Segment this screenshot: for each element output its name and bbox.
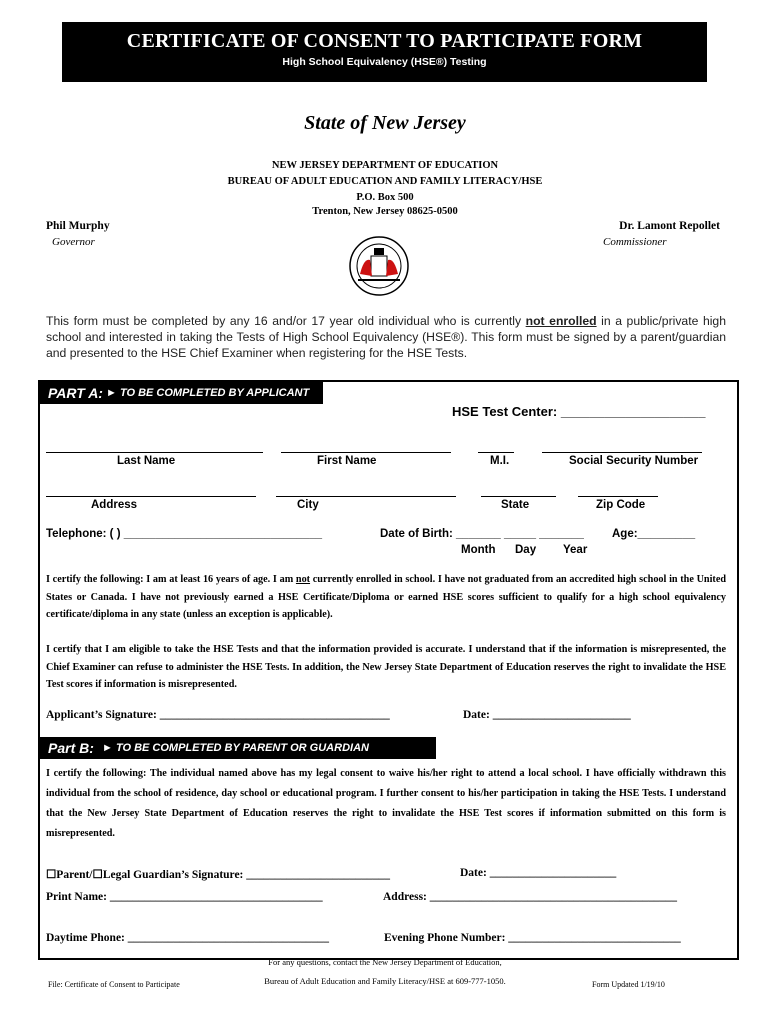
governor-name: Phil Murphy xyxy=(46,220,110,232)
part-a-label: PART A: xyxy=(48,385,103,401)
last-name-label: Last Name xyxy=(117,455,176,467)
department-name: NEW JERSEY DEPARTMENT OF EDUCATION xyxy=(271,160,499,171)
guardian-date-field[interactable]: Date: ______________________ xyxy=(460,867,617,879)
form-subtitle: High School Equivalency (HSE®) Testing xyxy=(282,56,487,68)
zip-input[interactable] xyxy=(578,496,658,497)
certify1-text-cont: currently enrolled in school. I have not graduated from an accredited high school in the United States or Canada. I have not previously earned a HSE Certificate/Diploma or earned HSE scores sufficient to qualify for a high school equivalency certificate/diploma in any state (unless an exception is applicable). xyxy=(46,574,727,620)
contact-line-2: Bureau of Adult Education and Family Literacy/HSE at 609-777-1050. xyxy=(264,976,506,986)
po-box: P.O. Box 500 xyxy=(356,192,414,203)
state-title: State of New Jersey xyxy=(304,112,466,134)
state-input[interactable] xyxy=(481,496,556,497)
first-name-input[interactable] xyxy=(281,452,451,453)
state-seal-icon xyxy=(338,236,420,296)
bureau-name: BUREAU OF ADULT EDUCATION AND FAMILY LITERACY/HSE xyxy=(227,176,543,187)
city-input[interactable] xyxy=(276,496,456,497)
certify1-text: I certify the following: I am at least 16 years of age. I am xyxy=(46,574,296,585)
intro-text-cont: in a public/private high school and interested in taking the Tests of High School Equivalency (HSE®). This form must be signed by a parent/guardian and presented to the HSE Chief Examiner when registering for the HSE Tests. xyxy=(46,314,726,360)
print-name-field[interactable]: Print Name: _____________________________________ xyxy=(46,891,323,903)
dob-year-label: Year xyxy=(563,544,588,556)
applicant-date-field[interactable]: Date: ________________________ xyxy=(463,709,631,721)
commissioner-name: Dr. Lamont Repollet xyxy=(619,220,720,232)
part-a-tab xyxy=(40,382,323,404)
guardian-signature-field[interactable]: ☐Parent/☐Legal Guardian’s Signature: _________________________ xyxy=(46,869,391,881)
age-field[interactable]: Age:_________ xyxy=(612,528,696,540)
state-label: State xyxy=(501,499,530,511)
contact-line-1: For any questions, contact the New Jersey Department of Education, xyxy=(268,957,502,967)
ssn-input[interactable] xyxy=(542,452,702,453)
hse-test-center-field[interactable]: HSE Test Center: ____________________ xyxy=(452,404,706,419)
dob-field[interactable]: Date of Birth: _______ _____ _______ xyxy=(380,528,584,540)
dob-month-label: Month xyxy=(461,544,496,556)
part-b-heading: ► TO BE COMPLETED BY PARENT OR GUARDIAN xyxy=(102,742,369,754)
file-name: File: Certificate of Consent to Participate xyxy=(48,980,180,989)
mi-label: M.I. xyxy=(490,455,510,467)
address-input[interactable] xyxy=(46,496,256,497)
applicant-certification-1 xyxy=(46,571,726,624)
governor-title: Governor xyxy=(52,236,95,248)
intro-text: This form must be completed by any 16 and/or 17 year old individual who is currently xyxy=(46,314,526,328)
not-enrolled-emphasis: not enrolled xyxy=(525,314,597,328)
form-updated-date: Form Updated 1/19/10 xyxy=(592,980,665,989)
ssn-label: Social Security Number xyxy=(569,455,699,467)
city-label: City xyxy=(297,499,319,511)
form-header xyxy=(62,22,707,82)
city-address: Trenton, New Jersey 08625-0500 xyxy=(312,206,458,217)
zip-label: Zip Code xyxy=(596,499,646,511)
guardian-address-field[interactable]: Address: ___________________________________________ xyxy=(383,891,678,903)
mi-input[interactable] xyxy=(478,452,514,453)
evening-phone-field[interactable]: Evening Phone Number: ______________________________ xyxy=(384,932,681,944)
applicant-certification-2: I certify that I am eligible to take the HSE Tests and that the information provided is accurate. I understand that if the information is misrepresented, the Chief Examiner can refuse to administer the HSE Tests. In addition, the New Jersey State Department of Education reserves the right to invalidate the HSE Test scores if information is misrepresented. xyxy=(46,644,726,690)
applicant-signature-field[interactable]: Applicant’s Signature: ________________________________________ xyxy=(46,709,390,721)
intro-paragraph xyxy=(46,313,726,361)
part-b-tab xyxy=(40,737,436,759)
last-name-input[interactable] xyxy=(46,452,263,453)
form-title: CERTIFICATE OF CONSENT TO PARTICIPATE FORM xyxy=(126,30,643,52)
dob-day-label: Day xyxy=(515,544,537,556)
certify1-not: not xyxy=(295,574,311,585)
telephone-field[interactable]: Telephone: ( ) _______________________________ xyxy=(46,528,322,540)
guardian-certification: I certify the following: The individual named above has my legal consent to waive his/her right to attend a local school. I have officially withdrawn this individual from the school of residence, day school or educational program. I further consent to his/her participation in taking the HSE Tests. I understand that the New Jersey State Department of Education reserves the right to invalidate the HSE Test scores if information submitted on this form is misrepresented. xyxy=(46,768,726,839)
first-name-label: First Name xyxy=(317,455,377,467)
commissioner-title: Commissioner xyxy=(603,236,667,248)
daytime-phone-field[interactable]: Daytime Phone: ___________________________________ xyxy=(46,932,330,944)
part-a-heading: ► TO BE COMPLETED BY APPLICANT xyxy=(106,387,310,399)
part-b-label: Part B: xyxy=(48,740,94,756)
address-label: Address xyxy=(91,499,138,511)
